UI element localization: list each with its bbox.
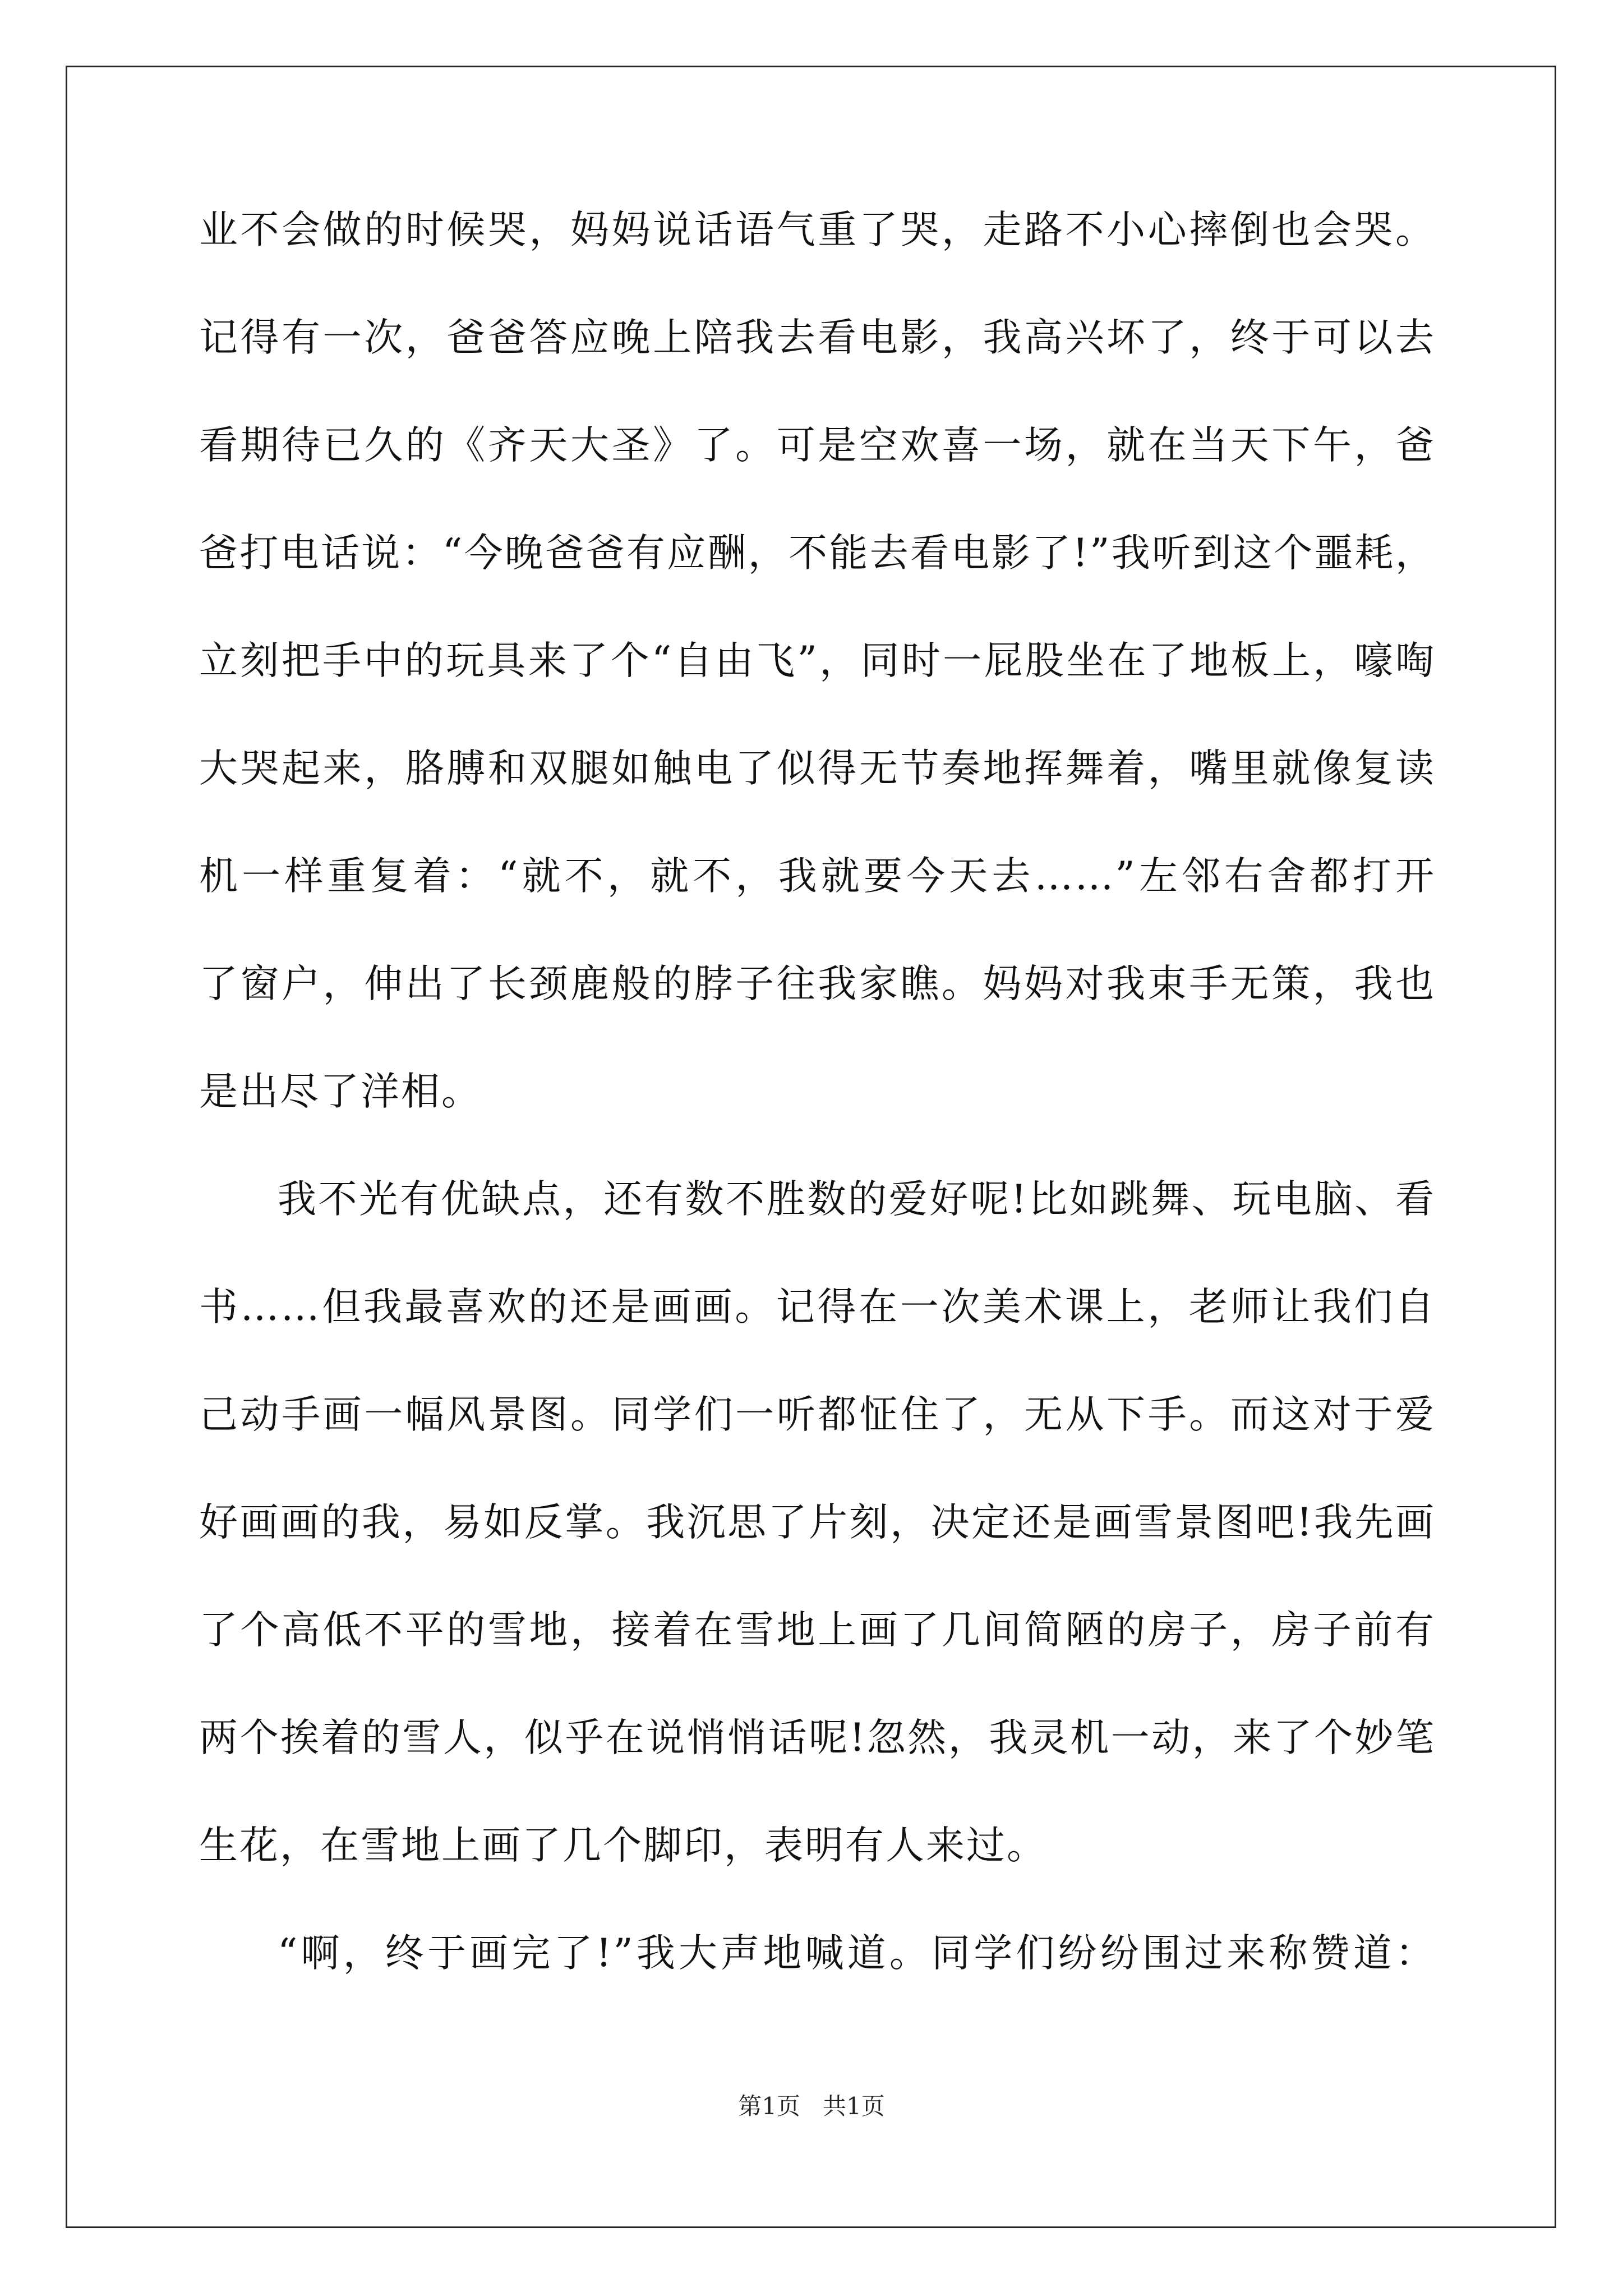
page-number-footer: 第1页 共1页 [738,2092,885,2120]
text-line: 记得有一次，爸爸答应晚上陪我去看电影，我高兴坏了，终于可以去 [199,315,1436,360]
text-line: 书……但我最喜欢的还是画画。记得在一次美术课上，老师让我们自 [199,1285,1436,1329]
text-line: 爸打电话说：“今晚爸爸有应酬，不能去看电影了!”我听到这个噩耗， [199,531,1436,576]
text-line: 好画画的我，易如反掌。我沉思了片刻，决定还是画雪景图吧!我先画 [199,1500,1436,1545]
text-line: 业不会做的时候哭，妈妈说话语气重了哭，走路不小心摔倒也会哭。 [199,208,1436,252]
paragraph-first-line: “啊，终于画完了!”我大声地喊道。同学们纷纷围过来称赞道： [278,1931,1436,1976]
text-line: 生花，在雪地上画了几个脚印，表明有人来过。 [199,1823,1047,1868]
paragraph-first-line: 我不光有优缺点，还有数不胜数的爱好呢!比如跳舞、玩电脑、看 [278,1177,1436,1222]
text-line: 了窗户，伸出了长颈鹿般的脖子往我家瞧。妈妈对我束手无策，我也 [199,961,1436,1006]
text-line: 己动手画一幅风景图。同学们一听都怔住了，无从下手。而这对于爱 [199,1392,1436,1437]
text-line: 两个挨着的雪人，似乎在说悄悄话呢!忽然，我灵机一动，来了个妙笔 [199,1715,1436,1760]
text-line: 大哭起来，胳膊和双腿如触电了似得无节奏地挥舞着，嘴里就像复读 [199,746,1436,791]
text-line: 是出尽了洋相。 [199,1069,482,1114]
text-line: 看期待已久的《齐天大圣》了。可是空欢喜一场，就在当天下午，爸 [199,423,1436,468]
page-border [66,66,1556,2228]
text-line: 立刻把手中的玩具来了个“自由飞”，同时一屁股坐在了地板上，嚎啕 [199,638,1436,683]
text-line: 机一样重复着：“就不，就不，我就要今天去……”左邻右舍都打开 [199,854,1436,899]
text-line: 了个高低不平的雪地，接着在雪地上画了几间简陋的房子，房子前有 [199,1608,1436,1653]
